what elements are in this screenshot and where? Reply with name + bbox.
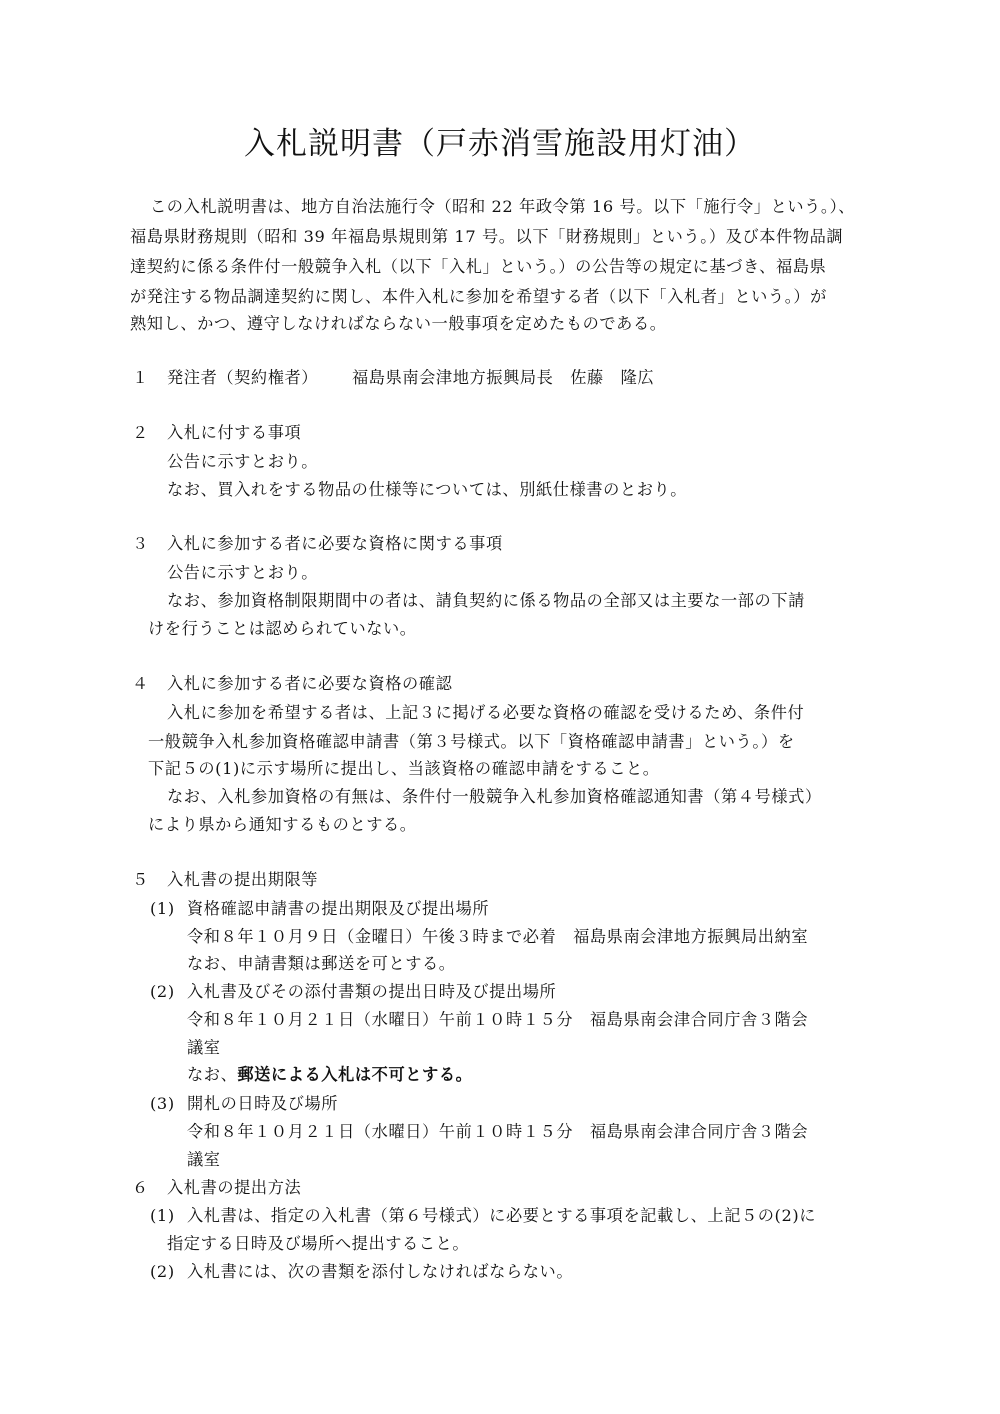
section-5-1-line-1: 令和８年１０月９日（金曜日）午後３時まで必着 福島県南会津地方振興局出納室 — [187, 927, 809, 946]
section-5-3-number: (3) — [150, 1094, 175, 1113]
section-5-3-heading: 開札の日時及び場所 — [187, 1094, 339, 1113]
section-2-line-2: なお、買入れをする物品の仕様等については、別紙仕様書のとおり。 — [167, 480, 688, 499]
section-5-1-line-2: なお、申請書類は郵送を可とする。 — [187, 954, 456, 973]
section-2-number: ２ — [132, 423, 149, 442]
section-5-2-note-prefix: なお、 — [187, 1065, 238, 1084]
intro-line-1: この入札説明書は、地方自治法施行令（昭和 22 年政令第 16 号。以下「施行令」という。）、 — [150, 197, 856, 216]
section-2-heading: 入札に付する事項 — [167, 423, 302, 442]
section-5-2-line-1: 令和８年１０月２１日（水曜日）午前１０時１５分 福島県南会津合同庁舎３階会 — [187, 1010, 809, 1029]
section-1-heading: 発注者（契約権者） — [167, 368, 319, 387]
section-5-2-line-2: 議室 — [187, 1038, 221, 1057]
section-6-1-number: (1) — [150, 1206, 175, 1225]
section-4-line-2: 一般競争入札参加資格確認申請書（第３号様式。以下「資格確認申請書」という。）を — [148, 732, 795, 751]
section-1-value: 福島県南会津地方振興局長 佐藤 隆広 — [352, 368, 655, 387]
section-5-number: ５ — [132, 870, 149, 889]
section-6-2-number: (2) — [150, 1262, 175, 1281]
section-1-number: １ — [132, 368, 149, 387]
section-6-heading: 入札書の提出方法 — [167, 1178, 302, 1197]
section-3-heading: 入札に参加する者に必要な資格に関する事項 — [167, 534, 503, 553]
section-5-3-line-2: 議室 — [187, 1150, 221, 1169]
intro-line-3: 達契約に係る条件付一般競争入札（以下「入札」という。）の公告等の規定に基づき、福島県 — [130, 257, 827, 276]
section-5-heading: 入札書の提出期限等 — [167, 870, 319, 889]
document-title: 入札説明書（戸赤消雪施設用灯油） — [244, 126, 756, 162]
section-3-line-2: なお、参加資格制限期間中の者は、請負契約に係る物品の全部又は主要な一部の下請 — [167, 591, 805, 610]
section-5-2-note-bold: 郵送による入札は不可とする。 — [237, 1065, 473, 1084]
section-5-1-heading: 資格確認申請書の提出期限及び提出場所 — [187, 899, 490, 918]
intro-line-4: が発注する物品調達契約に関し、本件入札に参加を希望する者（以下「入札者」という。）が — [130, 287, 827, 306]
section-6-number: ６ — [132, 1178, 149, 1197]
section-6-1-line-2: 指定する日時及び場所へ提出すること。 — [167, 1234, 470, 1253]
intro-line-5: 熟知し、かつ、遵守しなければならない一般事項を定めたものである。 — [130, 314, 667, 333]
section-3-number: ３ — [132, 534, 149, 553]
section-3-line-1: 公告に示すとおり。 — [167, 563, 319, 582]
section-5-2-number: (2) — [150, 982, 175, 1001]
section-4-number: ４ — [132, 674, 149, 693]
section-4-line-1: 入札に参加を希望する者は、上記３に掲げる必要な資格の確認を受けるため、条件付 — [167, 703, 805, 722]
section-5-2-heading: 入札書及びその添付書類の提出日時及び提出場所 — [187, 982, 557, 1001]
section-6-2-line-1: 入札書には、次の書類を添付しなければならない。 — [187, 1262, 574, 1281]
section-5-1-number: (1) — [150, 899, 175, 918]
intro-line-2: 福島県財務規則（昭和 39 年福島県規則第 17 号。以下「財務規則」という。）及び本件物品調 — [130, 227, 844, 246]
section-6-1-line-1: 入札書は、指定の入札書（第６号様式）に必要とする事項を記載し、上記５の(2)に — [187, 1206, 817, 1225]
section-4-line-3: 下記５の(1)に示す場所に提出し、当該資格の確認申請をすること。 — [148, 759, 660, 778]
section-4-line-5: により県から通知するものとする。 — [148, 815, 417, 834]
section-2-line-1: 公告に示すとおり。 — [167, 452, 319, 471]
section-5-3-line-1: 令和８年１０月２１日（水曜日）午前１０時１５分 福島県南会津合同庁舎３階会 — [187, 1122, 809, 1141]
section-5-2-note — [187, 1064, 472, 1086]
section-3-line-3: けを行うことは認められていない。 — [148, 619, 417, 638]
section-4-heading: 入札に参加する者に必要な資格の確認 — [167, 674, 453, 693]
section-4-line-4: なお、入札参加資格の有無は、条件付一般競争入札参加資格確認通知書（第４号様式） — [167, 787, 822, 806]
